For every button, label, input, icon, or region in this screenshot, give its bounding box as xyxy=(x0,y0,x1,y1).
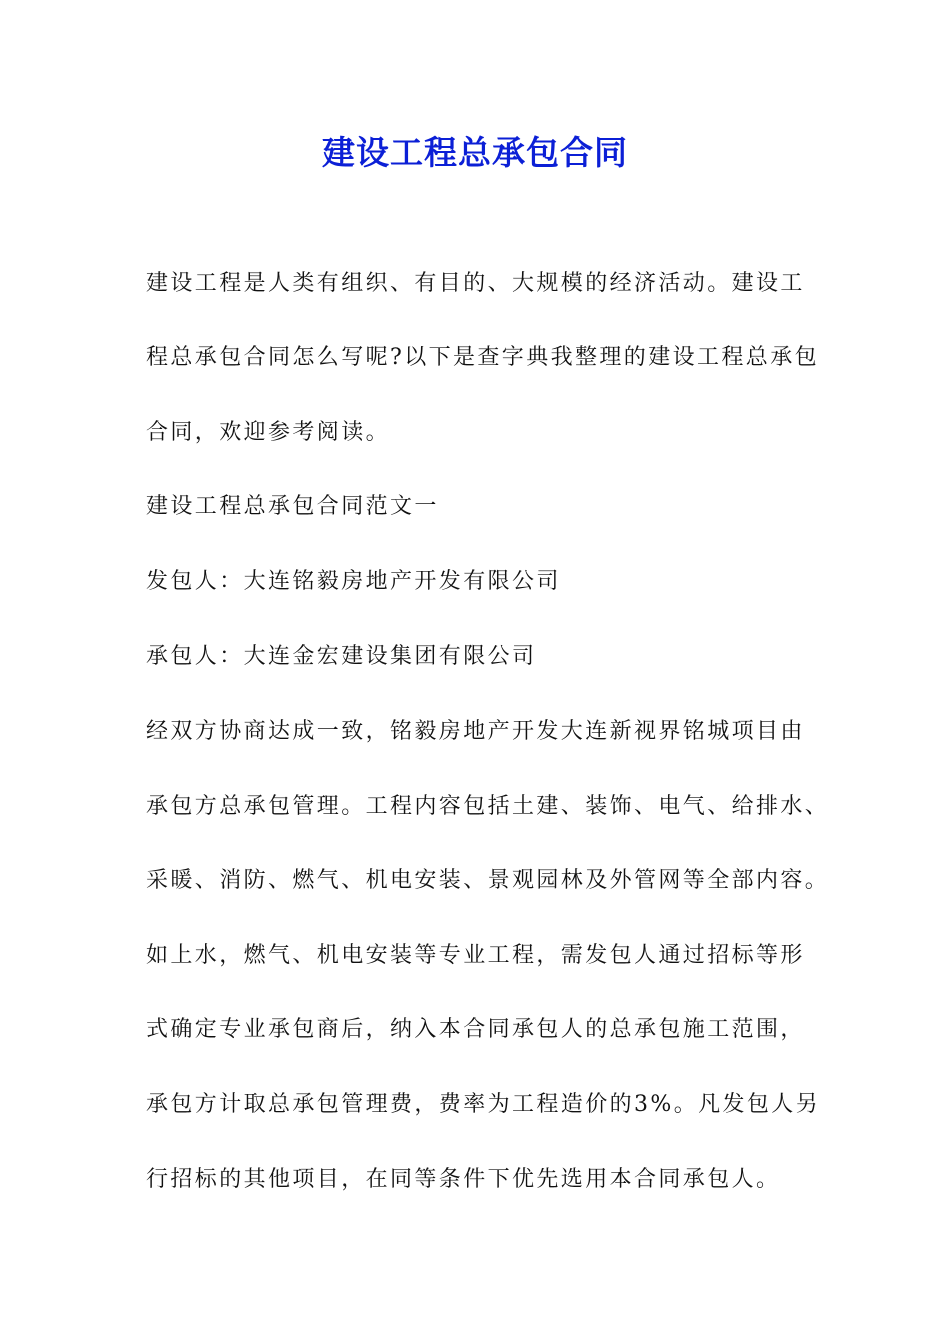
contractor-line: 承包人：大连金宏建设集团有限公司 xyxy=(146,644,537,669)
body-line-1: 经双方协商达成一致，铭毅房地产开发大连新视界铭城项目由 xyxy=(146,719,805,744)
body-line-6: 承包方计取总承包管理费，费率为工程造价的3%。凡发包人另 xyxy=(146,1092,821,1117)
body-line-4: 如上水，燃气、机电安装等专业工程，需发包人通过招标等形 xyxy=(146,943,805,968)
body-line-5: 式确定专业承包商后，纳入本合同承包人的总承包施工范围， xyxy=(146,1017,805,1042)
section-heading: 建设工程总承包合同范文一 xyxy=(146,494,439,519)
body-line-7: 行招标的其他项目，在同等条件下优先选用本合同承包人。 xyxy=(146,1167,781,1192)
body-line-3: 采暖、消防、燃气、机电安装、景观园林及外管网等全部内容。 xyxy=(146,868,830,893)
employer-line: 发包人：大连铭毅房地产开发有限公司 xyxy=(146,569,561,594)
document-title: 建设工程总承包合同 xyxy=(322,133,628,172)
body-line-2: 承包方总承包管理。工程内容包括土建、装饰、电气、给排水、 xyxy=(146,794,830,819)
intro-line-2: 程总承包合同怎么写呢?以下是查字典我整理的建设工程总承包 xyxy=(146,345,819,370)
intro-line-3: 合同，欢迎参考阅读。 xyxy=(146,420,391,445)
intro-line-1: 建设工程是人类有组织、有目的、大规模的经济活动。建设工 xyxy=(146,271,805,296)
